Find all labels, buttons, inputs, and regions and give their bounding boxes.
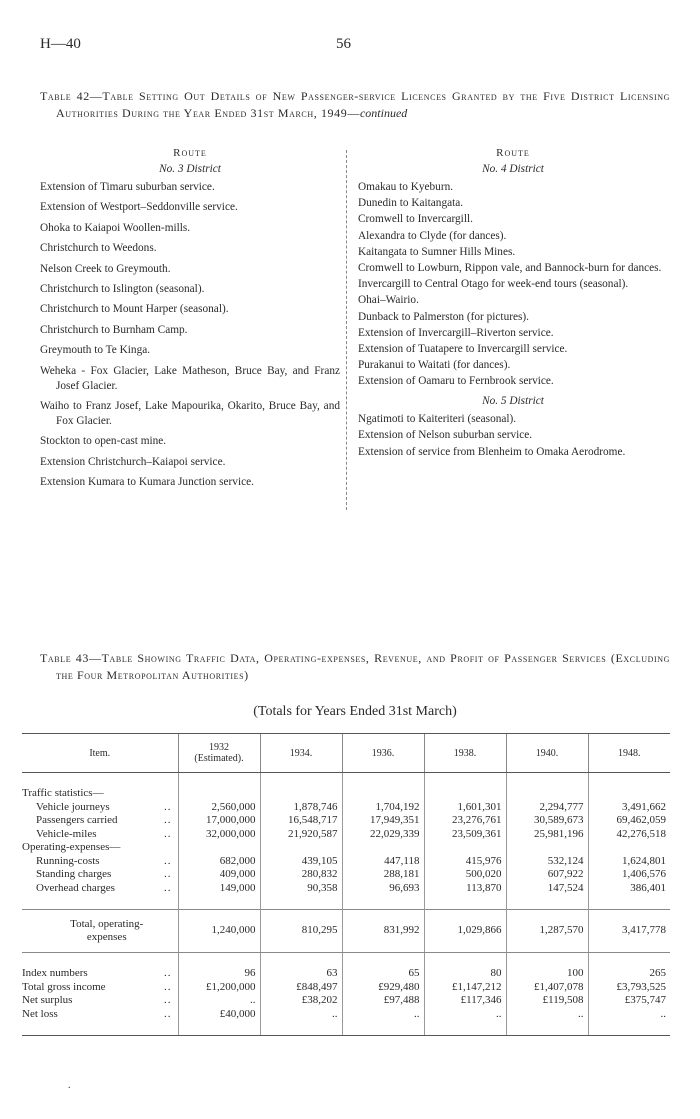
spacer-row — [22, 773, 670, 788]
table-cell: 288,181 — [342, 868, 424, 882]
table-row — [22, 994, 670, 1008]
table-cell: 386,401 — [588, 882, 670, 896]
table-cell: £929,480 — [342, 981, 424, 995]
route-column-left — [40, 146, 340, 495]
table-cell: 1,704,192 — [342, 801, 424, 815]
row-label — [22, 828, 178, 842]
total-row — [22, 910, 670, 953]
table-cell: £119,508 — [506, 994, 588, 1008]
route-item: Extension of Invercargill–Riverton service. — [358, 326, 554, 339]
route-item: Ngatimoti to Kaiteriteri (seasonal). — [358, 413, 517, 426]
column-header-1938: 1938. — [424, 734, 506, 773]
table-42-heading-continued: continued — [359, 106, 408, 120]
route-item: Christchurch to Burnham Camp. — [40, 323, 188, 336]
table-cell: 16,548,717 — [260, 814, 342, 828]
route-item: Ohoka to Kaiapoi Woollen-mills. — [40, 221, 191, 234]
table-cell: 2,294,777 — [506, 801, 588, 815]
table-row — [22, 814, 670, 828]
table-cell: £848,497 — [260, 981, 342, 995]
table-cell: 17,949,351 — [342, 814, 424, 828]
table-cell: £1,147,212 — [424, 981, 506, 995]
footer-mark: . — [68, 1080, 71, 1091]
table-cell: .. — [424, 1008, 506, 1022]
row-label — [22, 814, 178, 828]
column-header-1948: 1948. — [588, 734, 670, 773]
column-header-item: Item. — [22, 734, 178, 773]
row-label-text: Overhead charges — [36, 881, 115, 894]
table-cell: 500,020 — [424, 868, 506, 882]
route-item: Waiho to Franz Josef, Lake Mapourika, Okarito, Bruce Bay, and Fox Glacier. — [40, 399, 340, 427]
leader-dots: .. — [164, 854, 172, 867]
spacer-row — [22, 1021, 670, 1036]
table-row — [22, 828, 670, 842]
table-cell: £40,000 — [178, 1008, 260, 1022]
section-row — [22, 787, 670, 801]
table-cell: 22,029,339 — [342, 828, 424, 842]
route-item: Omakau to Kyeburn. — [358, 181, 454, 193]
route-item: Dunedin to Kaitangata. — [358, 197, 464, 210]
table-cell: .. — [260, 1008, 342, 1022]
column-divider — [346, 150, 347, 510]
table-cell: 42,276,518 — [588, 828, 670, 842]
table-cell: £375,747 — [588, 994, 670, 1008]
route-item: Extension of Timaru suburban service. — [40, 181, 215, 193]
table-cell: 3,491,662 — [588, 801, 670, 815]
district-3-heading: No. 3 District — [159, 163, 221, 175]
route-item: Dunback to Palmerston (for pictures). — [358, 310, 529, 323]
row-label — [22, 967, 178, 981]
table-cell: 607,922 — [506, 868, 588, 882]
column-header-note: (Estimated). — [194, 753, 244, 764]
table-cell: 415,976 — [424, 855, 506, 869]
table-43-heading-line-1: Table 43—Table Showing Traffic Data, Operating-expenses, Revenue, and — [40, 651, 446, 665]
table-cell: 23,509,361 — [424, 828, 506, 842]
route-item: Nelson Creek to Greymouth. — [40, 262, 171, 275]
table-cell: 265 — [588, 967, 670, 981]
row-label-text: Net loss — [22, 1007, 58, 1020]
table-cell: £1,200,000 — [178, 981, 260, 995]
table-cell: .. — [588, 1008, 670, 1022]
column-header-1932 — [178, 734, 260, 773]
total-label-line-2: expenses — [86, 931, 127, 943]
table-cell: 409,000 — [178, 868, 260, 882]
table-cell: £117,346 — [424, 994, 506, 1008]
route-item: Extension of Tuatapere to Invercargill service. — [358, 342, 568, 355]
leader-dots: .. — [164, 980, 172, 993]
leader-dots: .. — [164, 881, 172, 894]
table-cell: 1,601,301 — [424, 801, 506, 815]
table-cell: 21,920,587 — [260, 828, 342, 842]
table-cell: 32,000,000 — [178, 828, 260, 842]
route-item: Ohai–Wairio. — [358, 294, 419, 307]
table-cell: .. — [506, 1008, 588, 1022]
table-row — [22, 855, 670, 869]
route-item: Cromwell to Lowburn, Rippon vale, and Bannock-burn for dances. — [358, 261, 662, 274]
table-cell: 80 — [424, 967, 506, 981]
table-cell: 532,124 — [506, 855, 588, 869]
row-label — [22, 994, 178, 1008]
table-43-subtitle: (Totals for Years Ended 31st March) — [253, 704, 457, 719]
row-label-text: Vehicle-miles — [36, 827, 97, 840]
table-cell: 447,118 — [342, 855, 424, 869]
table-cell: .. — [342, 1008, 424, 1022]
row-label — [22, 882, 178, 896]
table-cell: 1,624,801 — [588, 855, 670, 869]
row-label-text: Total gross income — [22, 980, 106, 993]
route-item: Greymouth to Te Kinga. — [40, 344, 151, 357]
route-item: Extension of Westport–Seddonville service. — [40, 201, 238, 214]
total-label-line-1: Total, operating- — [70, 918, 144, 930]
route-columns — [40, 146, 670, 518]
table-cell: 439,105 — [260, 855, 342, 869]
table-42-heading-line-1: Table 42—Table Setting Out Details of New Passenger-service Licences — [40, 89, 447, 103]
row-label-text: Net surplus — [22, 994, 73, 1006]
table-cell: 1,878,746 — [260, 801, 342, 815]
spacer-row — [22, 953, 670, 968]
leader-dots: .. — [164, 827, 172, 840]
route-column-right — [358, 146, 668, 461]
row-label — [22, 868, 178, 882]
row-label — [22, 1008, 178, 1022]
route-item: Christchurch to Weedons. — [40, 242, 157, 255]
table-cell: £38,202 — [260, 994, 342, 1008]
table-cell: 113,870 — [424, 882, 506, 896]
row-label-text: Vehicle journeys — [36, 800, 110, 813]
table-43-heading — [40, 650, 670, 684]
section-row — [22, 841, 670, 855]
column-header-year: 1932 — [209, 742, 229, 753]
leader-dots: .. — [164, 994, 172, 1006]
section-label: Traffic statistics— — [22, 787, 104, 799]
route-column-heading: Route — [496, 147, 530, 159]
table-cell: 17,000,000 — [178, 814, 260, 828]
route-item: Invercargill to Central Otago for week-end tours (seasonal). — [358, 278, 629, 291]
row-label-text: Index numbers — [22, 967, 88, 979]
leader-dots: .. — [164, 1007, 172, 1020]
table-cell: 280,832 — [260, 868, 342, 882]
row-label-text: Passengers carried — [36, 814, 118, 826]
document-reference: H—40 — [40, 36, 81, 52]
table-43-heading-line-2: Profit of Passenger Services (Excluding the Four Metropolitan — [56, 651, 670, 682]
row-label-text: Standing charges — [36, 868, 112, 880]
row-label-text: Running-costs — [36, 854, 100, 867]
table-row — [22, 868, 670, 882]
route-item: Extension of Oamaru to Fernbrook service. — [358, 375, 554, 388]
column-header-1940: 1940. — [506, 734, 588, 773]
route-item: Purakanui to Waitati (for dances). — [358, 359, 511, 372]
page-number: 56 — [336, 36, 351, 52]
row-label — [22, 855, 178, 869]
district-4-heading: No. 4 District — [482, 163, 544, 175]
table-cell: 831,992 — [342, 910, 424, 953]
leader-dots: .. — [164, 814, 172, 826]
route-item: Christchurch to Islington (seasonal). — [40, 282, 205, 295]
table-42-heading-line-2: Granted by the Five District Licensing Authorities During the Year — [56, 89, 671, 120]
table-cell: 682,000 — [178, 855, 260, 869]
column-header-1936: 1936. — [342, 734, 424, 773]
table-cell: .. — [178, 994, 260, 1008]
route-item: Stockton to open-cast mine. — [40, 435, 167, 448]
table-cell: 3,417,778 — [588, 910, 670, 953]
route-item: Extension Kumara to Kumara Junction service. — [40, 476, 254, 489]
column-header-1934: 1934. — [260, 734, 342, 773]
route-item: Cromwell to Invercargill. — [358, 213, 473, 226]
table-row — [22, 981, 670, 995]
route-item: Extension of Nelson suburban service. — [358, 429, 533, 442]
table-cell: 810,295 — [260, 910, 342, 953]
district-5-heading: No. 5 District — [482, 395, 544, 408]
table-cell: 1,029,866 — [424, 910, 506, 953]
route-item: Christchurch to Mount Harper (seasonal). — [40, 303, 229, 316]
table-cell: 149,000 — [178, 882, 260, 896]
table-header-row — [22, 734, 670, 773]
row-label — [22, 981, 178, 995]
route-item: Extension of service from Blenheim to Omaka Aerodrome. — [358, 445, 626, 458]
table-42-heading-line-3: Ended 31st March, 1949— — [214, 106, 360, 120]
table-row — [22, 1008, 670, 1022]
route-column-heading: Route — [173, 147, 207, 159]
route-item: Extension Christchurch–Kaiapoi service. — [40, 455, 226, 468]
traffic-data-table — [22, 733, 670, 1036]
leader-dots: .. — [164, 967, 172, 979]
row-label — [22, 801, 178, 815]
leader-dots: .. — [164, 800, 172, 813]
table-cell: £3,793,525 — [588, 981, 670, 995]
table-cell: 2,560,000 — [178, 801, 260, 815]
table-cell: £97,488 — [342, 994, 424, 1008]
table-cell: 147,524 — [506, 882, 588, 896]
leader-dots: .. — [164, 868, 172, 880]
table-cell: 96,693 — [342, 882, 424, 896]
table-43-heading-line-3: Authorities) — [181, 668, 249, 682]
table-cell: 1,287,570 — [506, 910, 588, 953]
table-row — [22, 967, 670, 981]
route-item: Kaitangata to Sumner Hills Mines. — [358, 245, 516, 258]
table-cell: 90,358 — [260, 882, 342, 896]
total-row-label — [22, 910, 178, 953]
table-row — [22, 882, 670, 896]
table-cell: 23,276,761 — [424, 814, 506, 828]
table-cell: £1,407,078 — [506, 981, 588, 995]
route-item: Alexandra to Clyde (for dances). — [358, 229, 507, 242]
route-item: Weheka - Fox Glacier, Lake Matheson, Bruce Bay, and Franz Josef Glacier. — [40, 364, 340, 392]
table-42-heading — [40, 88, 670, 122]
table-cell: 63 — [260, 967, 342, 981]
table-cell: 30,589,673 — [506, 814, 588, 828]
spacer-row — [22, 895, 670, 910]
table-cell: 69,462,059 — [588, 814, 670, 828]
table-cell: 1,406,576 — [588, 868, 670, 882]
section-label: Operating-expenses— — [22, 841, 121, 853]
table-cell: 25,981,196 — [506, 828, 588, 842]
table-cell: 65 — [342, 967, 424, 981]
table-cell: 96 — [178, 967, 260, 981]
table-row — [22, 801, 670, 815]
table-cell: 1,240,000 — [178, 910, 260, 953]
table-cell: 100 — [506, 967, 588, 981]
